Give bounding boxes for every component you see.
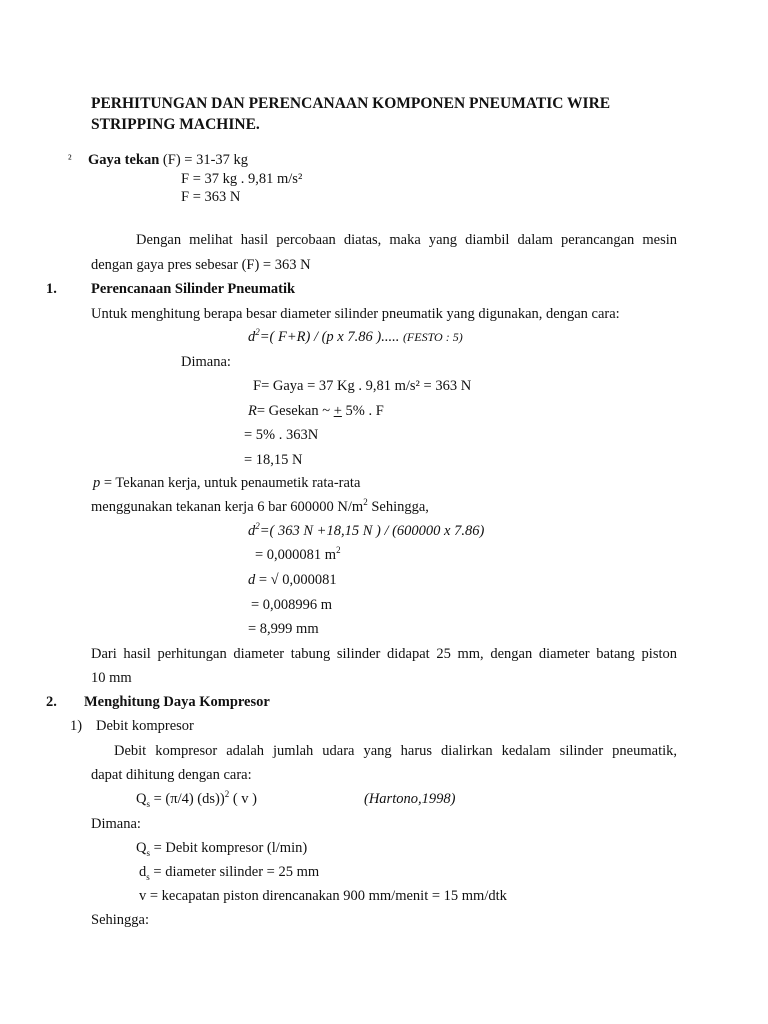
calc-result-2: d = √ 0,000081	[248, 572, 337, 588]
f-definition: F= Gaya = 37 Kg . 9,81 m/s² = 363 N	[253, 378, 472, 394]
r-calc-2: = 18,15 N	[244, 452, 303, 468]
formula-reference: (FESTO : 5)	[402, 330, 463, 344]
definition-line-2: dapat dihitung dengan cara:	[91, 767, 252, 783]
title-line-2: STRIPPING MACHINE.	[91, 116, 260, 133]
subsection-heading: Debit kompresor	[96, 718, 194, 734]
sehingga-label: Sehingga:	[91, 912, 149, 928]
formula-debit-reference: (Hartono,1998)	[364, 791, 456, 807]
force-line-1	[88, 151, 248, 169]
pressure-line: menggunakan tekanan kerja 6 bar 600000 $N/m^2$ Sehingga,	[91, 497, 429, 515]
force-label: Gaya tekan	[88, 152, 160, 168]
force-line-3: F = 363 N	[181, 189, 241, 205]
q-definition: $Q_s$ = Debit kompresor (l/min)	[136, 840, 308, 858]
formula-diameter: $d^2=$( F+R) / (p x 7.86 )..... (FESTO : 5)	[248, 327, 463, 345]
force-bullet-icon: ²	[68, 152, 72, 166]
calc-diameter-squared: $d^2=$( 363 N +18,15 N ) / (600000 x 7.86)	[248, 521, 485, 539]
section-2-number: 2.	[46, 694, 57, 710]
section-1-method: Untuk menghitung berapa besar diameter silinder pneumatik yang digunakan, dengan cara:	[91, 306, 620, 322]
ds-definition: $d_s$ = diameter silinder = 25 mm	[139, 864, 320, 882]
p-definition: p = Tekanan kerja, untuk penaumetik rata-rata	[93, 475, 361, 491]
force-first-value: (F) = 31-37 kg	[162, 152, 249, 168]
intro-line-1: Dengan melihat hasil percobaan diatas, maka yang diambil dalam perancangan mesin	[136, 232, 677, 248]
v-definition: v = kecapatan piston direncanakan 900 mm/menit = 15 mm/dtk	[139, 888, 507, 904]
result-line-2: 10 mm	[91, 670, 132, 686]
calc-result-4: = 8,999 mm	[248, 621, 319, 637]
dimana-label-2: Dimana:	[91, 816, 141, 832]
subsection-number: 1)	[70, 718, 83, 734]
dimana-label-1: Dimana:	[181, 354, 231, 370]
calc-result-1: = 0,000081 $m^2$	[255, 545, 341, 563]
formula-debit: $Q_s = (\pi/4)$ (ds))$^2$ ( v )	[136, 789, 257, 809]
title-line-1: PERHITUNGAN DAN PERENCANAAN KOMPONEN PNEUMATIC WIRE	[91, 95, 611, 112]
calc-result-3: = 0,008996 m	[251, 597, 333, 613]
intro-line-2: dengan gaya pres sebesar (F) = 363 N	[91, 257, 311, 273]
r-calc-1: = 5% . 363N	[244, 427, 319, 443]
force-line-2: F = 37 kg . 9,81 m/s²	[181, 171, 303, 187]
section-1-number: 1.	[46, 281, 57, 297]
section-1-heading: Perencanaan Silinder Pneumatik	[91, 281, 296, 297]
definition-line-1: Debit kompresor adalah jumlah udara yang harus dialirkan kedalam silinder pneumatik,	[114, 743, 677, 759]
result-line-1: Dari hasil perhitungan diameter tabung silinder didapat 25 mm, dengan diameter batang piston	[91, 646, 677, 662]
section-2-heading: Menghitung Daya Kompresor	[84, 694, 270, 710]
r-definition: R= Gesekan ~ + 5% . F	[248, 403, 384, 419]
